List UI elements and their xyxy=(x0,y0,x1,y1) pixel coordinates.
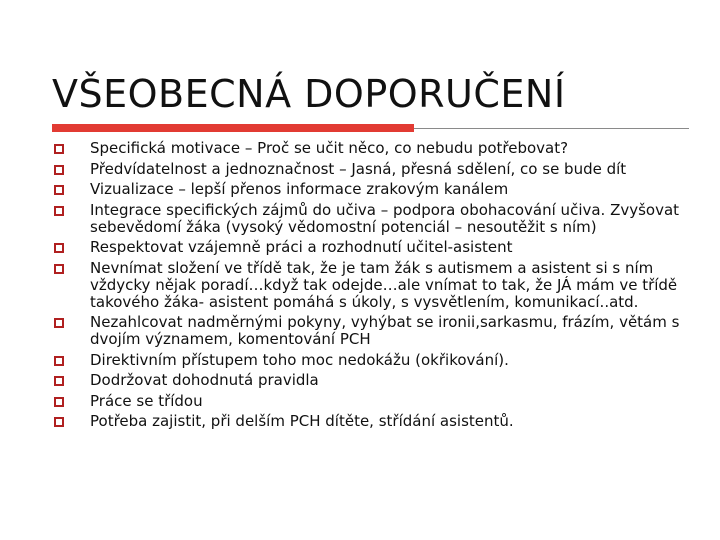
bullet-text: Práce se třídou xyxy=(90,391,203,410)
list-item xyxy=(54,140,694,157)
hollow-square-icon xyxy=(54,264,64,274)
list-item xyxy=(54,352,694,369)
list-item xyxy=(54,202,694,236)
list-item xyxy=(54,181,694,198)
bullet-text: Direktivním přístupem toho moc nedokážu (okřikování). xyxy=(90,350,509,369)
hollow-square-icon xyxy=(54,165,64,175)
bullet-text: Vizualizace – lepší přenos informace zrakovým kanálem xyxy=(90,180,509,198)
hollow-square-icon xyxy=(54,417,64,427)
hollow-square-icon xyxy=(54,185,64,195)
hollow-square-icon xyxy=(54,376,64,386)
bullet-text: Nevnímat složení ve třídě tak, že je tam žák s autismem a asistent si s ním vždycky nějak poradí…když tak odejde…ale vnímat to tak, že JÁ mám ve třídě takového žáka- asistent pomáhá s úkoly, s vysvětlením, komunikací..atd. xyxy=(90,258,678,311)
list-item xyxy=(54,393,694,410)
bullet-text: Specifická motivace – Proč se učit něco, co nebudu potřebovat? xyxy=(90,139,569,157)
list-item xyxy=(54,260,694,311)
list-item xyxy=(54,372,694,389)
title-underline-accent xyxy=(52,124,414,132)
list-item xyxy=(54,413,694,430)
hollow-square-icon xyxy=(54,397,64,407)
title-underline xyxy=(52,124,689,132)
bullet-text: Respektovat vzájemně práci a rozhodnutí učitel-asistent xyxy=(90,238,513,256)
list-item xyxy=(54,161,694,178)
bullet-text: Potřeba zajistit, při delším PCH dítěte, střídání asistentů. xyxy=(90,412,514,430)
hollow-square-icon xyxy=(54,206,64,216)
hollow-square-icon xyxy=(54,318,64,328)
list-item xyxy=(54,314,694,348)
bullet-text: Předvídatelnost a jednoznačnost – Jasná, přesná sdělení, co se bude dít xyxy=(90,159,627,178)
hollow-square-icon xyxy=(54,243,64,253)
bullet-list xyxy=(54,140,694,434)
bullet-text: Nezahlcovat nadměrnými pokyny, vyhýbat se ironii,sarkasmu, frázím, větám s dvojím významem, komentování PCH xyxy=(90,313,680,348)
bullet-text: Dodržovat dohodnutá pravidla xyxy=(90,371,319,389)
bullet-text: Integrace specifických zájmů do učiva – podpora obohacování učiva. Zvyšovat sebevědomí žáka (vysoký vědomostní potenciál – nesoutěžit s ním) xyxy=(90,200,680,236)
list-item xyxy=(54,239,694,256)
hollow-square-icon xyxy=(54,356,64,366)
hollow-square-icon xyxy=(54,144,64,154)
slide-title: VŠEOBECNÁ DOPORUČENÍ xyxy=(52,72,566,116)
